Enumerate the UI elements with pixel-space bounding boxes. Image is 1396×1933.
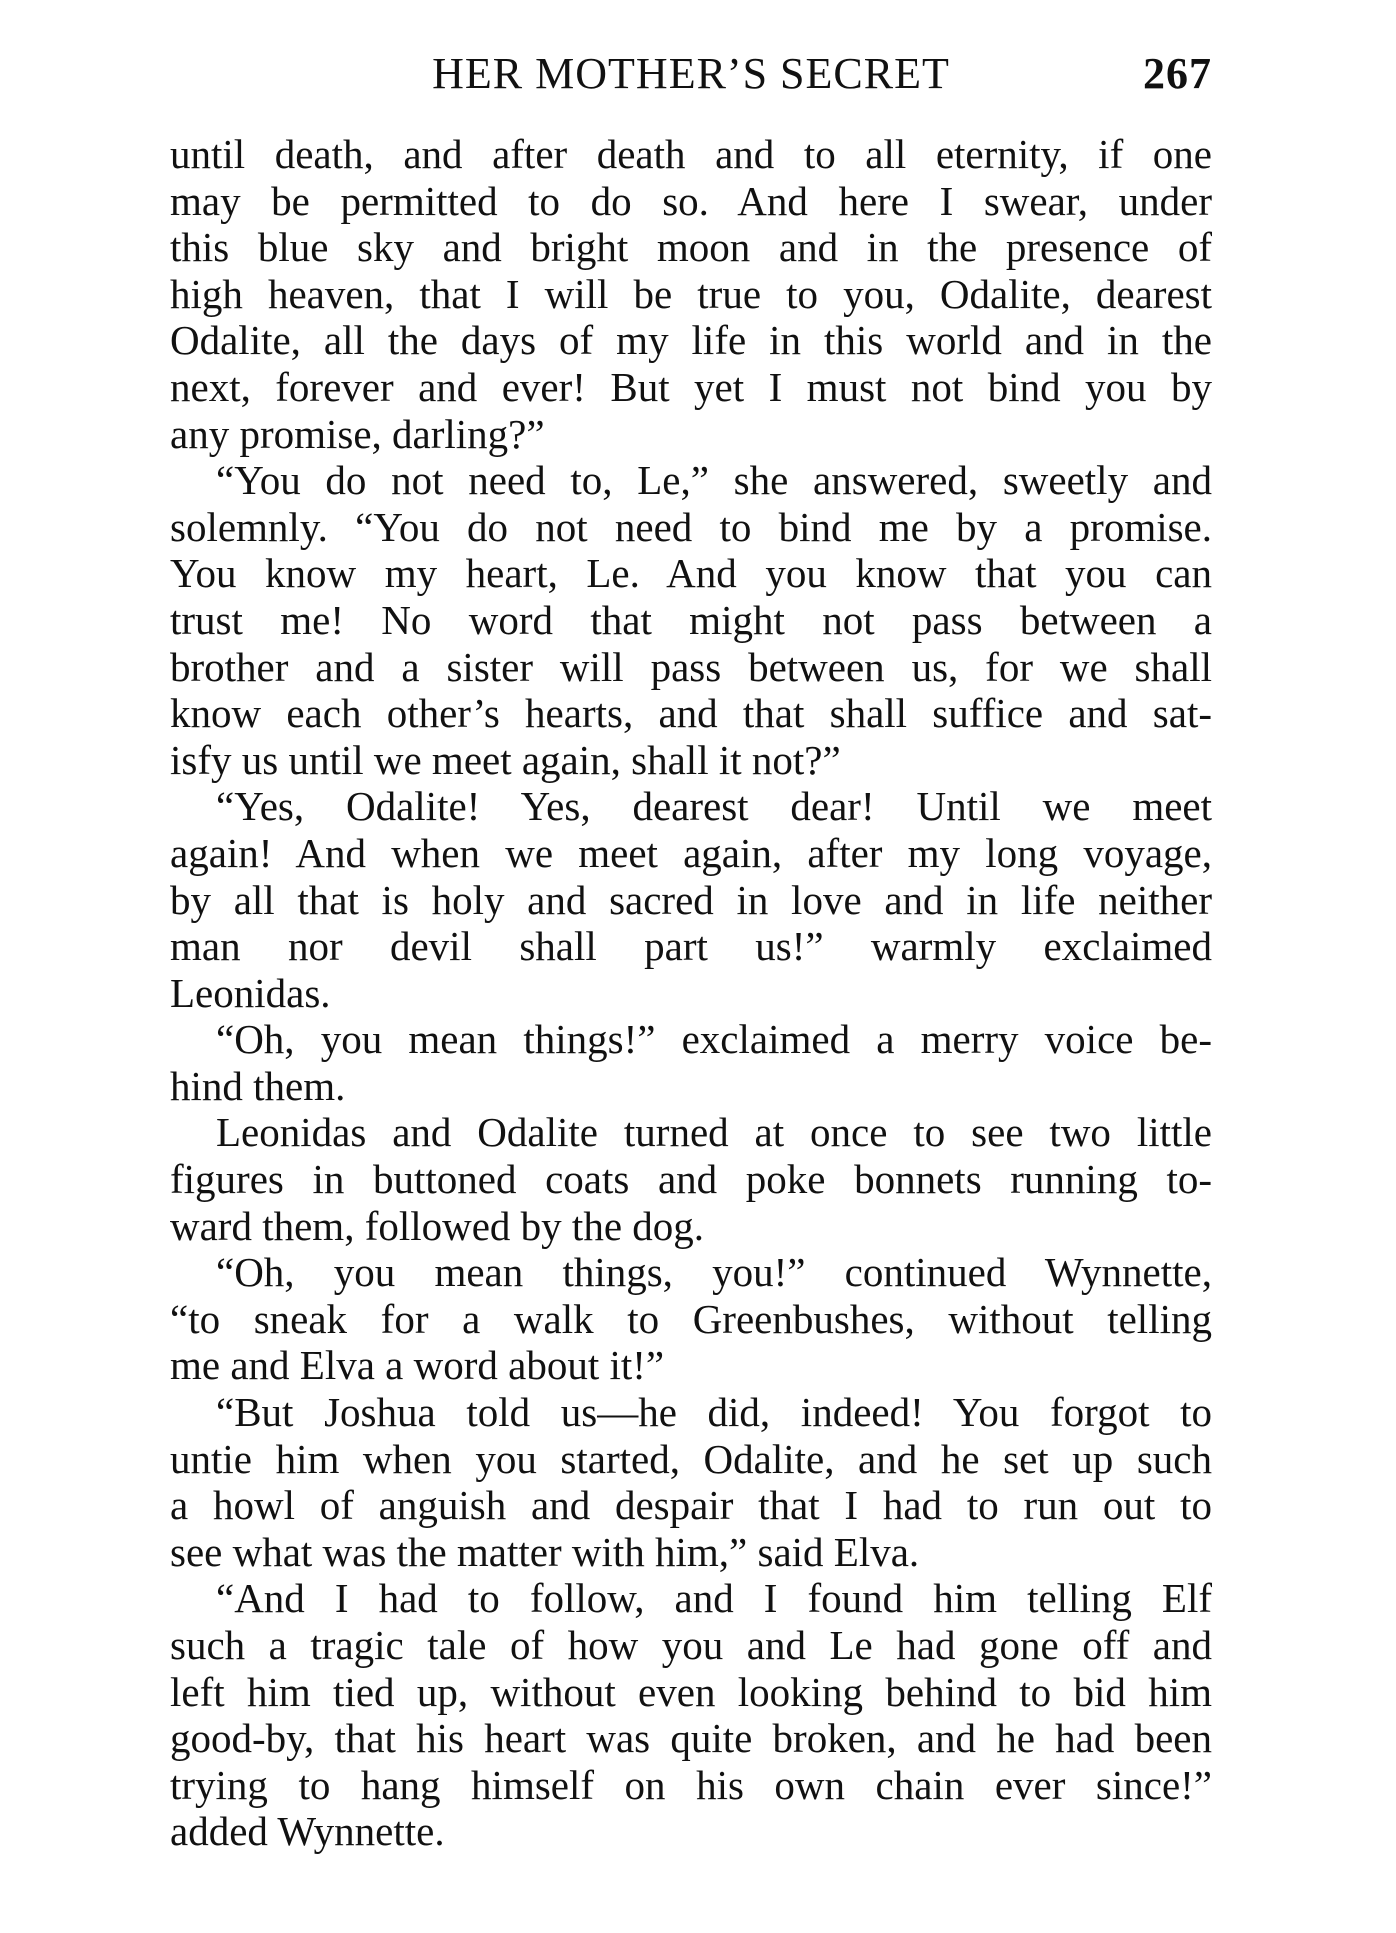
text-line: see what was the matter with him,” said Elva.: [170, 1528, 920, 1575]
text-line: next, forever and ever! But yet I must not bind you by: [170, 363, 1212, 410]
text-line: brother and a sister will pass between us, for we shall: [170, 643, 1212, 690]
text-line: man nor devil shall part us!” warmly exclaimed: [170, 923, 1212, 970]
text-line: ward them, followed by the dog.: [170, 1202, 705, 1249]
text-line: isfy us until we meet again, shall it not?”: [170, 736, 841, 783]
running-head: HER MOTHER’S SECRET: [432, 49, 950, 98]
text-line: You know my heart, Le. And you know that you can: [170, 550, 1212, 597]
text-line: “You do not need to, Le,” she answered, sweetly and: [216, 457, 1212, 504]
text-line: know each other’s hearts, and that shall suffice and sat-: [170, 690, 1212, 737]
text-line: trying to hang himself on his own chain ever since!”: [170, 1761, 1212, 1808]
text-line: Odalite, all the days of my life in this world and in the: [170, 317, 1212, 364]
text-line: any promise, darling?”: [170, 410, 545, 457]
text-line: “But Joshua told us—he did, indeed! You forgot to: [216, 1389, 1212, 1436]
text-line: trust me! No word that might not pass between a: [170, 596, 1212, 643]
text-line: “Yes, Odalite! Yes, dearest dear! Until we meet: [216, 783, 1212, 830]
text-line: by all that is holy and sacred in love and in life neither: [170, 876, 1212, 923]
text-line: “to sneak for a walk to Greenbushes, without telling: [170, 1295, 1212, 1342]
text-line: hind them.: [170, 1062, 346, 1109]
text-line: me and Elva a word about it!”: [170, 1342, 665, 1389]
page-header: [170, 42, 1212, 102]
text-line: good-by, that his heart was quite broken, and he had been: [170, 1715, 1212, 1762]
text-line: this blue sky and bright moon and in the presence of: [170, 224, 1212, 271]
text-line: again! And when we meet again, after my long voyage,: [170, 829, 1212, 876]
text-line: a howl of anguish and despair that I had to run out to: [170, 1482, 1212, 1529]
text-line: high heaven, that I will be true to you, Odalite, dearest: [170, 270, 1212, 317]
text-line: until death, and after death and to all eternity, if one: [170, 131, 1212, 177]
page-number: 267: [1143, 49, 1212, 98]
text-line: “Oh, you mean things!” exclaimed a merry voice be-: [216, 1016, 1212, 1063]
text-line: such a tragic tale of how you and Le had gone off and: [170, 1622, 1212, 1668]
text-line: “Oh, you mean things, you!” continued Wynnette,: [216, 1249, 1212, 1296]
text-line: untie him when you started, Odalite, and he set up such: [170, 1435, 1212, 1482]
text-line: added Wynnette.: [170, 1808, 445, 1855]
text-line: may be permitted to do so. And here I swear, under: [170, 177, 1212, 224]
text-line: left him tied up, without even looking behind to bid him: [170, 1668, 1212, 1715]
text-line: Leonidas.: [170, 969, 331, 1016]
text-line: Leonidas and Odalite turned at once to see two little: [216, 1109, 1212, 1156]
text-line: solemnly. “You do not need to bind me by a promise.: [170, 503, 1212, 550]
text-line: figures in buttoned coats and poke bonnets running to-: [170, 1156, 1212, 1203]
text-line: “And I had to follow, and I found him telling Elf: [216, 1575, 1212, 1622]
body-text: [170, 131, 1212, 1855]
